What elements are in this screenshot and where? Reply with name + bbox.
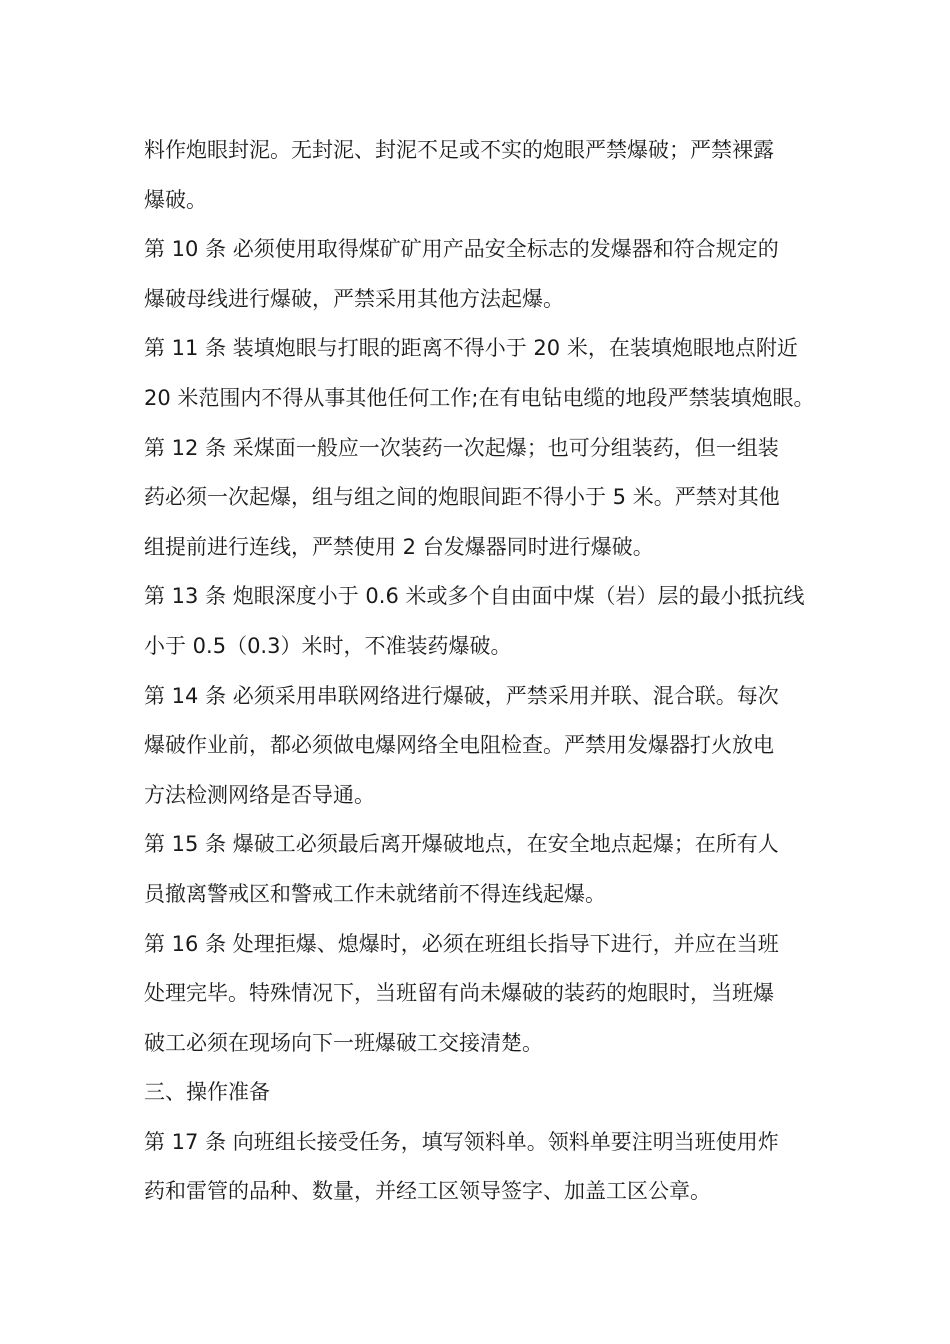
article-14-line: 第 14 条 必须采用串联网络进行爆破，严禁采用并联、混合联。每次 — [144, 683, 779, 708]
text-line: 药必须一次起爆，组与组之间的炮眼间距不得小于 5 米。严禁对其他 — [144, 485, 780, 510]
text-line: 20 米范围内不得从事其他任何工作;在有电钻电缆的地段严禁装填炮眼。 — [144, 385, 815, 410]
article-10-line: 第 10 条 必须使用取得煤矿矿用产品安全标志的发爆器和符合规定的 — [144, 237, 779, 262]
document-body — [144, 126, 814, 1217]
article-15-line: 第 15 条 爆破工必须最后离开爆破地点，在安全地点起爆；在所有人 — [144, 832, 779, 857]
text-line: 方法检测网络是否导通。 — [144, 782, 375, 807]
text-line: 小于 0.5（0.3）米时，不准装药爆破。 — [144, 633, 512, 658]
text-line: 药和雷管的品种、数量，并经工区领导签字、加盖工区公章。 — [144, 1179, 711, 1204]
text-line: 组提前进行连线，严禁使用 2 台发爆器同时进行爆破。 — [144, 534, 654, 559]
text-line: 爆破母线进行爆破，严禁采用其他方法起爆。 — [144, 286, 564, 311]
article-11-line: 第 11 条 装填炮眼与打眼的距离不得小于 20 米，在装填炮眼地点附近 — [144, 336, 798, 361]
text-line: 爆破。 — [144, 187, 207, 212]
text-line: 员撤离警戒区和警戒工作未就绪前不得连线起爆。 — [144, 881, 606, 906]
text-line: 料作炮眼封泥。无封泥、封泥不足或不实的炮眼严禁爆破；严禁裸露 — [144, 138, 774, 162]
text-line: 处理完毕。特殊情况下，当班留有尚未爆破的装药的炮眼时，当班爆 — [144, 981, 774, 1006]
article-13-line: 第 13 条 炮眼深度小于 0.6 米或多个自由面中煤（岩）层的最小抵抗线 — [144, 584, 805, 609]
article-12-line: 第 12 条 采煤面一般应一次装药一次起爆；也可分组装药，但一组装 — [144, 435, 779, 460]
text-line: 爆破作业前，都必须做电爆网络全电阻检查。严禁用发爆器打火放电 — [144, 733, 774, 758]
article-16-line: 第 16 条 处理拒爆、熄爆时，必须在班组长指导下进行，并应在当班 — [144, 931, 779, 956]
text-line: 破工必须在现场向下一班爆破工交接清楚。 — [144, 1030, 543, 1055]
article-17-line: 第 17 条 向班组长接受任务，填写领料单。领料单要注明当班使用炸 — [144, 1129, 779, 1154]
section-heading: 三、操作准备 — [144, 1080, 270, 1105]
